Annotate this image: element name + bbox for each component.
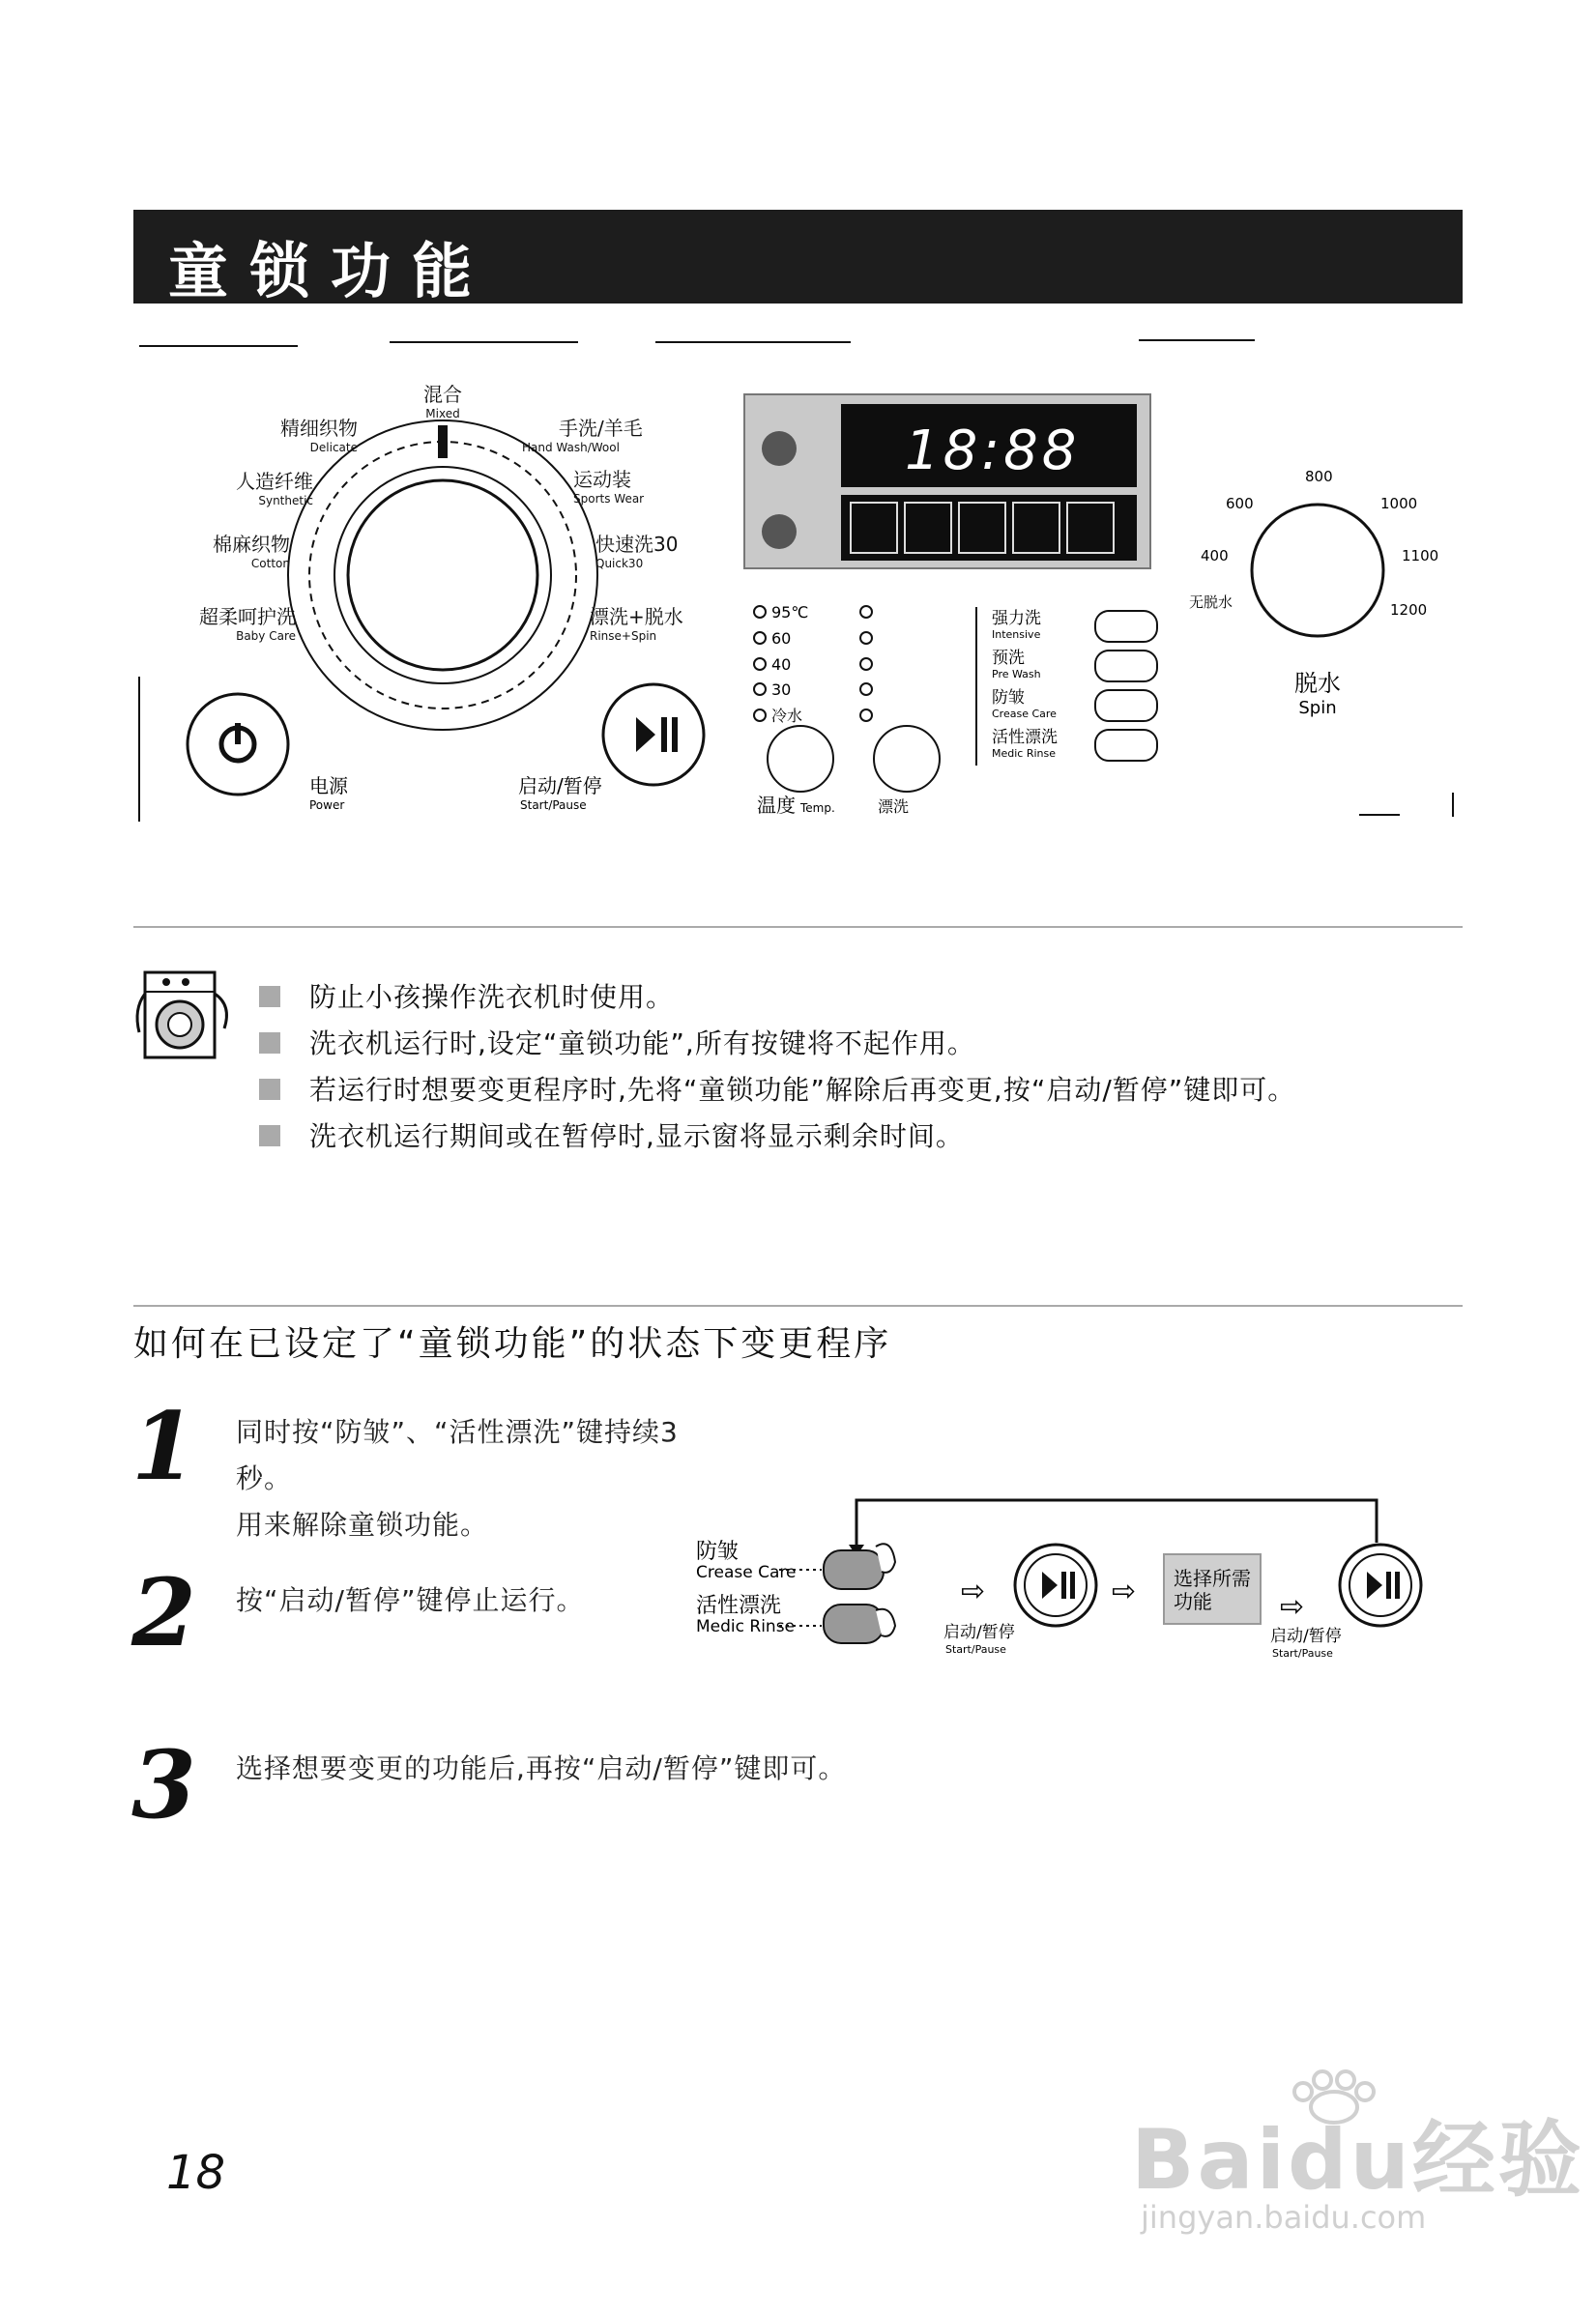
page-number: 18 [166, 2146, 226, 2200]
flow-arrow-icon: ⇨ [1112, 1575, 1137, 1608]
step-line: 用来解除童锁功能。 [236, 1509, 489, 1541]
program-label: 运动装 [573, 468, 631, 491]
spin-speed: 1100 [1402, 547, 1439, 564]
bullet-square-icon [259, 986, 280, 1007]
bullet-item [259, 1071, 1295, 1110]
flow-start-label-en: Start/Pause [945, 1643, 1006, 1656]
washing-machine-mascot-icon [131, 965, 238, 1071]
display-time: 18:88 [905, 419, 1081, 482]
crease-care-button[interactable] [1095, 690, 1157, 721]
option-label-en: Pre Wash [992, 668, 1041, 680]
temp-label-en: Temp. [800, 801, 835, 815]
program-label-en: Baby Care [236, 629, 296, 643]
step-number: 3 [131, 1730, 196, 1839]
intensive-button[interactable] [1095, 611, 1157, 642]
temp-option: 60 [771, 629, 792, 648]
bullet-square-icon [259, 1079, 280, 1100]
program-label-en: Quick30 [595, 557, 644, 570]
program-label-en: Sports Wear [573, 492, 645, 506]
bullet-text: 若运行时想要变更程序时,先将“童锁功能”解除后再变更,按“启动/暂停”键即可。 [309, 1074, 1296, 1106]
section-divider [133, 926, 1463, 928]
temp-option: 40 [771, 655, 792, 674]
bullet-item [259, 1117, 964, 1156]
flow-start-label: 启动/暂停 [943, 1623, 1015, 1642]
temp-label: 温度 [757, 794, 796, 817]
option-label: 强力洗 [992, 609, 1041, 628]
step-line: 按“启动/暂停”键停止运行。 [236, 1584, 585, 1616]
bullet-text: 洗衣机运行期间或在暂停时,显示窗将显示剩余时间。 [309, 1120, 964, 1152]
program-dial[interactable] [288, 420, 597, 730]
spin-label-en: Spin [1298, 698, 1337, 718]
option-label: 预洗 [992, 649, 1025, 668]
flow-select-label: 选择所需 [1174, 1567, 1251, 1590]
option-label: 防皱 [992, 688, 1025, 708]
step-line: 同时按“防皱”、“活性漂洗”键持续3 [236, 1416, 679, 1448]
program-label: 超柔呵护洗 [199, 605, 296, 628]
flow-start-label: 启动/暂停 [1270, 1627, 1342, 1646]
spin-speed: 600 [1226, 495, 1254, 512]
page-title: 童锁功能 [168, 236, 494, 306]
start-pause-button[interactable] [603, 684, 704, 785]
flow-medic-label-en: Medic Rinse [696, 1617, 796, 1636]
step-number: 2 [131, 1558, 196, 1667]
watermark-logo: Baidu经验 [1131, 2112, 1584, 2209]
unlock-flow-diagram [686, 1487, 1450, 1680]
prewash-button[interactable] [1095, 651, 1157, 681]
program-label-en: Mixed [425, 407, 460, 420]
spin-speed: 800 [1305, 468, 1333, 485]
spin-speed: 无脱水 [1189, 593, 1233, 611]
step-text [236, 1409, 679, 1548]
bullet-item [259, 1025, 975, 1063]
flow-medic-label: 活性漂洗 [696, 1594, 782, 1618]
option-label: 活性漂洗 [992, 728, 1058, 747]
spin-label: 脱水 [1294, 670, 1341, 697]
flow-start-pause-icon [1340, 1545, 1421, 1626]
section-divider [133, 1305, 1463, 1307]
rinse-button[interactable] [874, 726, 940, 792]
program-label-en: Rinse+Spin [590, 629, 657, 643]
program-label: 混合 [423, 383, 462, 406]
step-line: 选择想要变更的功能后,再按“启动/暂停”键即可。 [236, 1752, 847, 1784]
spin-speed: 1200 [1390, 601, 1428, 619]
bullet-square-icon [259, 1125, 280, 1146]
program-label: 手洗/羊毛 [559, 417, 643, 440]
temp-option: 95℃ [771, 603, 809, 622]
temp-option: 冷水 [771, 707, 803, 725]
flow-arrow-icon: ⇨ [961, 1575, 986, 1608]
medic-rinse-button[interactable] [1095, 730, 1157, 761]
power-button[interactable] [188, 694, 288, 795]
option-label-en: Crease Care [992, 708, 1057, 720]
flow-start-pause-icon [1015, 1545, 1096, 1626]
spin-dial[interactable] [1252, 505, 1383, 636]
power-label: 电源 [309, 774, 348, 797]
bullet-text: 洗衣机运行时,设定“童锁功能”,所有按键将不起作用。 [309, 1027, 975, 1059]
program-label: 棉麻织物 [213, 533, 290, 556]
program-label: 精细织物 [280, 417, 358, 440]
program-label: 人造纤维 [236, 470, 313, 493]
program-label-en: Hand Wash/Wool [522, 441, 620, 454]
step-line: 秒。 [236, 1462, 293, 1494]
flow-crease-label-en: Crease Care [696, 1563, 797, 1582]
option-label-en: Intensive [992, 628, 1041, 641]
control-panel-illustration [133, 329, 1463, 831]
flow-arrow-icon: ⇨ [1280, 1590, 1305, 1624]
step-text [236, 1746, 846, 1792]
power-label-en: Power [309, 798, 345, 812]
spin-speed: 400 [1201, 547, 1229, 564]
spin-speed: 1000 [1380, 495, 1418, 512]
display-panel [744, 394, 1150, 568]
section-subtitle: 如何在已设定了“童锁功能”的状态下变更程序 [133, 1324, 892, 1364]
start-pause-label: 启动/暂停 [518, 774, 602, 797]
flow-crease-label: 防皱 [696, 1540, 740, 1564]
program-label-en: Delicate [309, 441, 358, 454]
flow-start-label-en: Start/Pause [1272, 1647, 1333, 1660]
start-pause-label-en: Start/Pause [520, 798, 587, 812]
temp-button[interactable] [768, 726, 833, 792]
temp-option: 30 [771, 680, 792, 699]
program-label: 漂洗+脱水 [590, 605, 683, 628]
page-title-bar [133, 210, 1463, 304]
step-number: 1 [131, 1392, 196, 1501]
bullet-square-icon [259, 1032, 280, 1054]
flow-select-label: 功能 [1174, 1590, 1212, 1613]
step-text [236, 1577, 584, 1624]
program-label: 快速洗30 [595, 533, 679, 556]
bullet-item [259, 978, 674, 1017]
bullet-text: 防止小孩操作洗衣机时使用。 [309, 981, 675, 1013]
option-label-en: Medic Rinse [992, 747, 1057, 760]
program-label-en: Synthetic [258, 494, 313, 507]
watermark-url: jingyan.baidu.com [1141, 2199, 1427, 2236]
rinse-label: 漂洗 [878, 797, 910, 816]
program-label-en: Cotton [250, 557, 290, 570]
